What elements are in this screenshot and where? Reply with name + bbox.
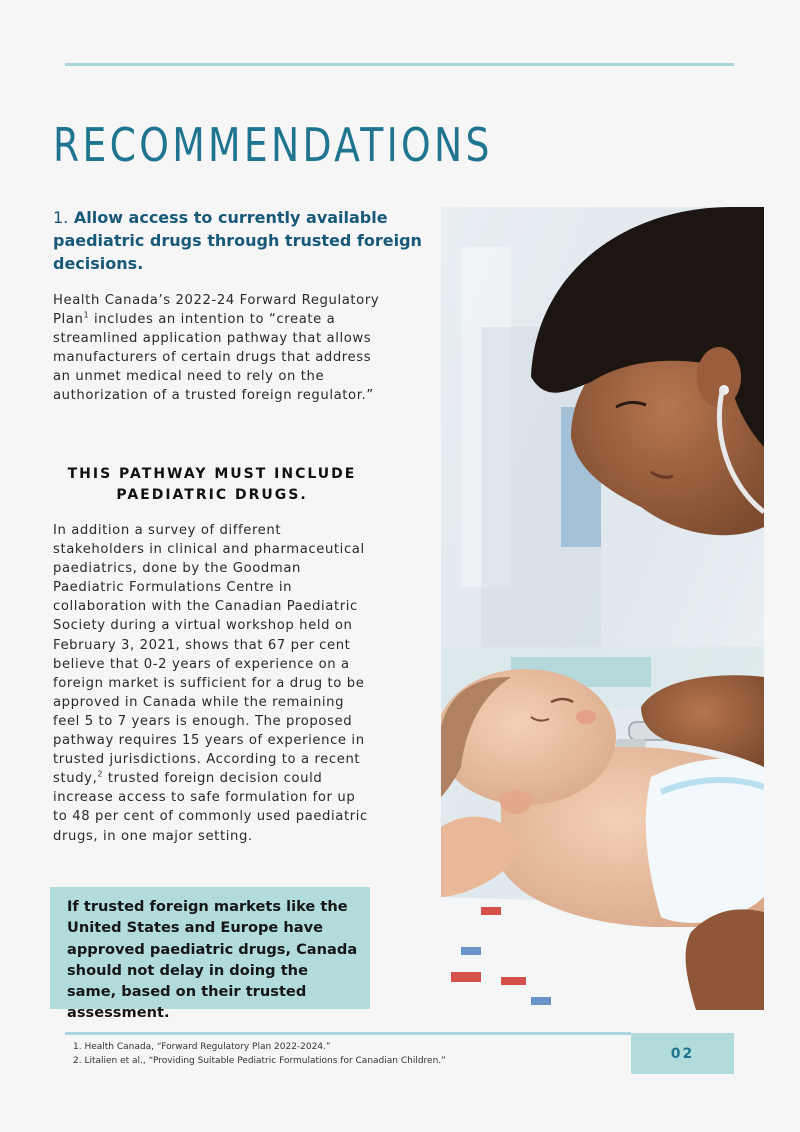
recommendation-heading-text: Allow access to currently available paediatric drugs through trusted foreign decisions. bbox=[53, 208, 422, 273]
doctor-infant-photo bbox=[441, 207, 764, 1010]
page-title: RECOMMENDATIONS bbox=[53, 118, 493, 172]
survey-text-part-a: In addition a survey of different stakeholders in clinical and pharmaceutical paediatrics, done by the Goodman Paediatric Formulations Centre in collaboration with the Canadian Paediatric Society during a virtual workshop held on February 3, 2021, shows that 67 per cent believe that 0-2 years of experience on a foreign market is sufficient for a drug to be approved in Canada while the remaining feel 5 to 7 years is enough. The proposed pathway requires 15 years of experience in trusted jurisdictions. According to a recent study, bbox=[53, 523, 365, 787]
survey-paragraph bbox=[53, 521, 368, 846]
footnote-item: 2. Litalien et al., “Providing Suitable Pediatric Formulations for Canadian Children.” bbox=[73, 1055, 446, 1066]
footnote-item: 1. Health Canada, “Forward Regulatory Plan 2022-2024.” bbox=[73, 1042, 331, 1052]
callout-heading: THIS PATHWAY MUST INCLUDE PAEDIATRIC DRUGS. bbox=[67, 466, 357, 503]
survey-text-part-b: trusted foreign decision could increase access to safe formulation for up to 48 per cent of commonly used paediatric drugs, in one major setting. bbox=[53, 771, 368, 844]
recommendation-heading bbox=[53, 206, 423, 275]
footnotes-list bbox=[73, 1041, 446, 1068]
intro-text-part-b: includes an intention to “create a streamlined application pathway that allows manufacturers of certain drugs that address an unmet medical need to rely on the authorization of a trusted foreign regulator.” bbox=[53, 312, 374, 404]
intro-paragraph bbox=[53, 291, 388, 406]
recommendation-number: 1. bbox=[53, 208, 69, 227]
footnote-ref-1[interactable]: 1 bbox=[83, 310, 90, 320]
quote-text: If trusted foreign markets like the United States and Europe have approved paediatric drugs, Canada should not delay in doing the same, based on their trusted assessment. bbox=[67, 898, 358, 1022]
page-number: 02 bbox=[631, 1033, 734, 1074]
quote-box bbox=[50, 887, 370, 1022]
intro-text-part-a: Health Canada’s 2022-24 Forward Regulatory Plan bbox=[53, 293, 380, 328]
bottom-divider bbox=[65, 1032, 631, 1035]
top-divider bbox=[65, 63, 734, 66]
photo-illustration bbox=[441, 207, 764, 1010]
footnote-ref-2[interactable]: 2 bbox=[97, 769, 104, 779]
